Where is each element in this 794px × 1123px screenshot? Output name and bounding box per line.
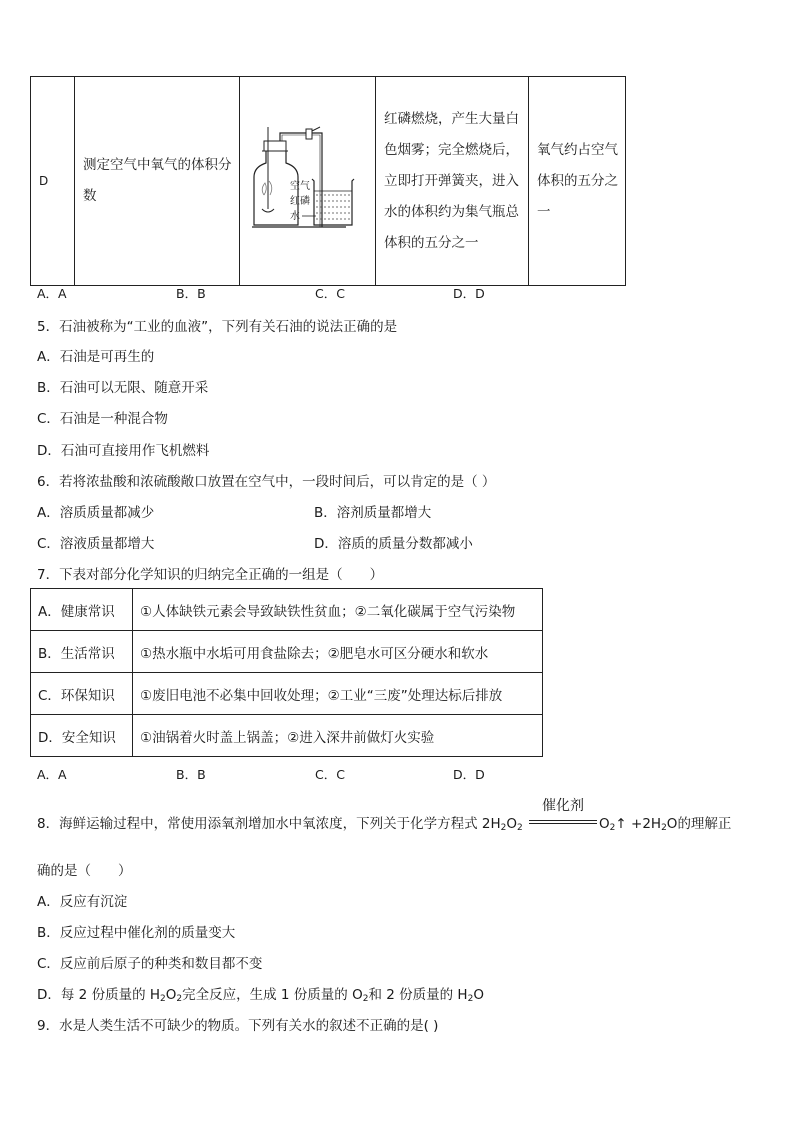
row-value: ①人体缺铁元素会导致缺铁性贫血；②二氧化碳属于空气污染物 <box>133 589 543 631</box>
table-row <box>31 589 543 631</box>
q5-option-b[interactable]: B．石油可以无限、随意开采 <box>37 380 209 396</box>
q7-option-a[interactable]: A．A <box>37 767 67 782</box>
q5-option-d[interactable]: D．石油可直接用作飞机燃料 <box>37 443 210 459</box>
q9-stem: 9．水是人类生活不可缺少的物质。下列有关水的叙述不正确的是( ) <box>37 1018 439 1034</box>
experiment-phenomenon: 红磷燃烧，产生大量白色烟雾；完全燃烧后，立即打开弹簧夹，进入水的体积约为集气瓶总体积的五分之一 <box>376 77 529 286</box>
row-key: C．环保知识 <box>31 673 133 715</box>
q4-option-d[interactable]: D．D <box>453 286 485 301</box>
row-value: ①油锅着火时盖上锅盖；②进入深井前做灯火实验 <box>133 715 543 757</box>
row-value: ①热水瓶中水垢可用食盐除去；②肥皂水可区分硬水和软水 <box>133 631 543 673</box>
q7-option-d[interactable]: D．D <box>453 767 485 782</box>
q7-knowledge-table <box>30 588 543 757</box>
row-label: D <box>31 77 75 286</box>
row-value: ①废旧电池不必集中回收处理；②工业“三废”处理达标后排放 <box>133 673 543 715</box>
q5-stem: 5．石油被称为“工业的血液”，下列有关石油的说法正确的是 <box>37 319 398 335</box>
q6-option-b[interactable]: B．溶剂质量都增大 <box>314 505 432 521</box>
row-key: D．安全知识 <box>31 715 133 757</box>
catalyst-arrow <box>529 798 597 831</box>
row-key: A．健康常识 <box>31 589 133 631</box>
q8-stem-end: 的理解正 <box>677 816 732 832</box>
q8-stem-start: 8．海鲜运输过程中，常使用添氧剂增加水中氧浓度，下列关于化学方程式 2H <box>37 816 501 832</box>
q5-option-a[interactable]: A．石油是可再生的 <box>37 349 155 365</box>
label-air: 空气 <box>290 181 310 192</box>
table-row <box>31 631 543 673</box>
q6-option-a[interactable]: A．溶质质量都减少 <box>37 505 155 521</box>
table-row <box>31 673 543 715</box>
table-row <box>31 77 626 286</box>
q8-option-c[interactable]: C．反应前后原子的种类和数目都不变 <box>37 956 263 972</box>
q4-option-b[interactable]: B．B <box>176 286 206 301</box>
q8-stem-cont: 确的是（ ） <box>37 863 132 879</box>
q6-option-d[interactable]: D．溶质的质量分数都减小 <box>314 536 473 552</box>
q8-stem-line: 8．海鲜运输过程中，常使用添氧剂增加水中氧浓度，下列关于化学方程式 $2H_2O_2$ 催化剂 $O_2↑ +2H_2O$的理解正 <box>37 812 731 833</box>
apparatus-figure-cell <box>240 77 376 286</box>
row-key: B．生活常识 <box>31 631 133 673</box>
q6-stem: 6．若将浓盐酸和浓硫酸敞口放置在空气中，一段时间后，可以肯定的是（ ） <box>37 474 496 490</box>
apparatus-figure <box>240 77 374 273</box>
q4-option-c[interactable]: C．C <box>315 286 345 301</box>
catalyst-label: 催化剂 <box>542 798 585 814</box>
q8-option-a[interactable]: A．反应有沉淀 <box>37 894 128 910</box>
q8-option-d[interactable]: D．每 2 份质量的 $H_2O_2$完全反应，生成 1 份质量的 $O_2$和 2 份质量的 $H_2O$ <box>37 987 484 1004</box>
table-row <box>31 715 543 757</box>
q7-option-b[interactable]: B．B <box>176 767 206 782</box>
q5-option-c[interactable]: C．石油是一种混合物 <box>37 411 168 427</box>
q8-option-b[interactable]: B．反应过程中催化剂的质量变大 <box>37 925 236 941</box>
q7-option-c[interactable]: C．C <box>315 767 345 782</box>
q7-stem: 7．下表对部分化学知识的归纳完全正确的一组是（ ） <box>37 567 384 583</box>
q4-experiment-table <box>30 76 626 286</box>
label-water: 水 <box>290 211 300 222</box>
experiment-purpose: 测定空气中氧气的体积分数 <box>75 77 240 286</box>
label-phosphorus: 红磷 <box>290 196 310 207</box>
experiment-conclusion: 氧气约占空气体积的五分之一 <box>529 77 626 286</box>
q4-option-a[interactable]: A．A <box>37 286 67 301</box>
q6-option-c[interactable]: C．溶液质量都增大 <box>37 536 155 552</box>
